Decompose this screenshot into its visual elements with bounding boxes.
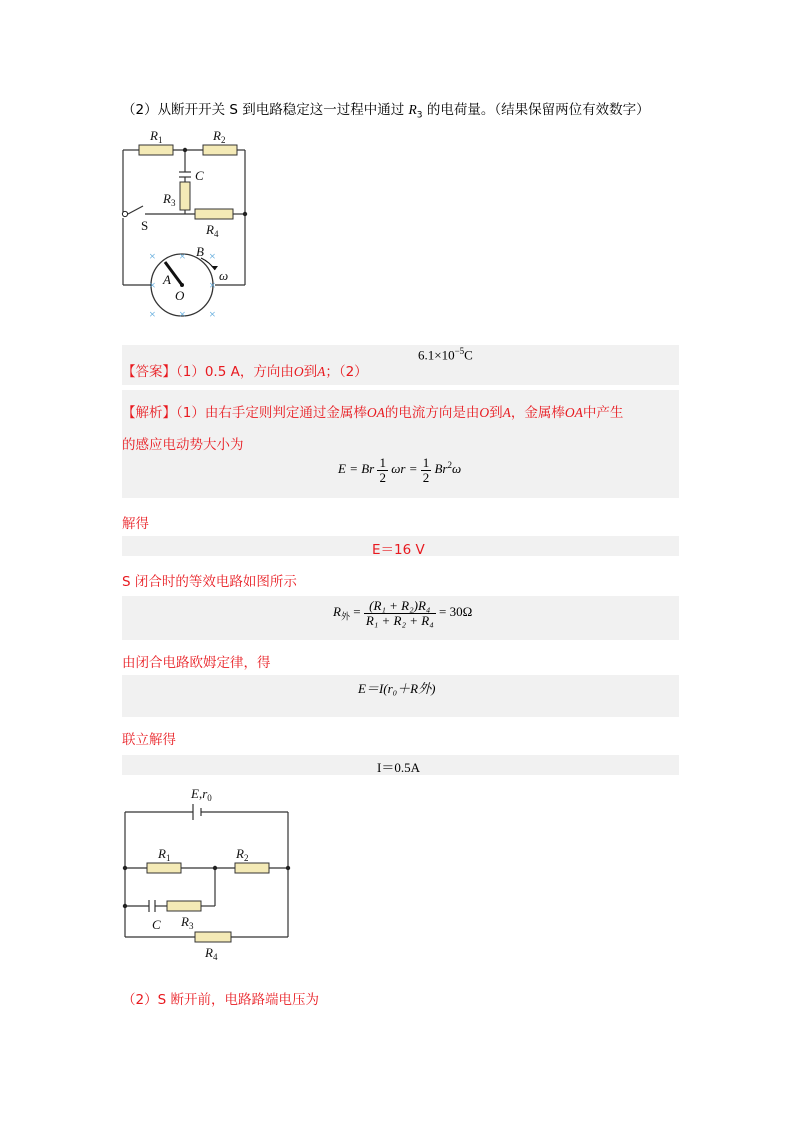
resistor-r1	[139, 145, 173, 155]
label-r4: $R_4$	[206, 222, 219, 239]
eq-label-r3: $R_3$	[181, 914, 194, 931]
svg-text:×: ×	[149, 278, 156, 292]
label-b: B	[196, 244, 204, 259]
eq3-lhs-sub: 外	[340, 611, 350, 622]
question-symbol: R	[408, 102, 417, 117]
analysis-line1-b: 的电流方向是由	[384, 405, 480, 421]
label-r2: $R_2$	[213, 128, 226, 145]
eq3-lhs: R	[333, 604, 341, 620]
eq1-sup: 2	[447, 459, 452, 470]
eq-label-r4: $R_4$	[205, 945, 218, 962]
eq-resistor-r3	[167, 901, 201, 911]
label-o: O	[175, 288, 185, 303]
svg-text:×: ×	[149, 307, 156, 321]
equation-e-value: E＝16 V	[372, 542, 425, 558]
eq-label-r2: $R_2$	[236, 846, 249, 863]
label-c: C	[195, 168, 204, 183]
circuit-figure-1	[115, 120, 265, 325]
resistor-r2	[203, 145, 237, 155]
analysis-line1-c: ，金属棒	[510, 405, 565, 421]
answer-value	[418, 346, 473, 363]
eq3-num: (R₁ + R₂)R₄	[364, 599, 436, 614]
analysis-line1-a: （1）由右手定则判定通过金属棒	[176, 405, 367, 421]
solve-label-2: 联立解得	[122, 732, 176, 748]
eq3-den: R₁ + R₂ + R₄	[365, 612, 434, 628]
label-r3: $R_3$	[163, 191, 176, 208]
label-r1: $R_1$	[150, 128, 163, 145]
answer-a: A	[317, 364, 326, 379]
analysis-a: A	[502, 405, 511, 420]
answer-sep: ；（2）	[325, 364, 368, 380]
eq-resistor-r4	[195, 932, 231, 942]
eq1-frac-1-den: 2	[379, 469, 386, 485]
label-s: S	[141, 218, 149, 233]
circuit-figure-2	[115, 782, 300, 962]
analysis-oa-2: OA	[564, 405, 583, 420]
svg-text:×: ×	[179, 249, 186, 263]
svg-text:×: ×	[209, 307, 216, 321]
svg-text:×: ×	[209, 249, 216, 263]
eq1-frac-1	[377, 456, 388, 484]
solve-label-1: 解得	[122, 516, 149, 532]
eq1-frac-1-num: 1	[379, 455, 386, 470]
svg-text:×: ×	[179, 307, 186, 321]
analysis-line1-d: 中产生	[582, 405, 624, 421]
answer-line	[122, 360, 368, 380]
eq1-end: ω	[451, 461, 462, 477]
answer-o: O	[293, 364, 304, 379]
analysis-to: 到	[489, 405, 503, 421]
equiv-text: S 闭合时的等效电路如图所示	[122, 574, 297, 590]
answer-value-exp: −5	[454, 346, 465, 356]
analysis-o: O	[479, 405, 490, 420]
equation-r-ext: $R_外$ = $\frac{\text{(R₁ + R₂)R₄}}{\text{R₁ + R₂ + R₄}}$ = 30Ω	[333, 598, 473, 628]
svg-text:×: ×	[209, 278, 216, 292]
equation-current: I＝0.5A	[377, 760, 420, 775]
resistor-r3	[180, 182, 190, 210]
answer-value-mantissa: 6.1×10	[418, 347, 455, 363]
question-prefix: （2）从断开开关 S 到电路稳定这一过程中通过	[122, 102, 409, 118]
eq3-rhs: = 30Ω	[439, 604, 473, 620]
eq1-lhs: E = Br	[338, 461, 375, 477]
label-omega: ω	[219, 268, 229, 283]
eq1-frac-2	[421, 456, 432, 484]
question-text	[122, 98, 650, 121]
part2-text: （2）S 断开前，电路路端电压为	[122, 992, 319, 1008]
eq1-mid: ωr =	[391, 461, 418, 477]
eq1-frac-2-den: 2	[422, 469, 430, 485]
eq-label-r1: $R_1$	[158, 846, 171, 863]
answer-tag: 【答案】	[122, 364, 176, 380]
question-sub: 3	[416, 110, 423, 121]
eq1-rhs: Br	[434, 461, 448, 477]
analysis-oa: OA	[366, 405, 385, 420]
equation-emf	[338, 456, 461, 484]
eq-resistor-r1	[147, 863, 181, 873]
question-suffix: 的电荷量。（结果保留两位有效数字）	[422, 102, 650, 118]
ohm-text: 由闭合电路欧姆定律，得	[122, 655, 271, 671]
eq-label-e: $E,r_0$	[191, 786, 212, 803]
svg-text:×: ×	[149, 249, 156, 263]
label-a: A	[163, 272, 171, 287]
analysis-tag: 【解析】	[122, 405, 176, 421]
equation-ohm: E＝I(r₀＋R外)	[358, 681, 436, 696]
eq3-frac	[364, 599, 436, 627]
answer-to: 到	[303, 364, 318, 380]
answer-value-unit: C	[464, 347, 473, 363]
analysis-line-1	[122, 401, 623, 421]
eq-resistor-r2	[235, 863, 269, 873]
resistor-r4	[195, 209, 233, 219]
eq1-frac-2-num: 1	[422, 455, 430, 470]
eq-label-c: C	[152, 917, 161, 932]
answer-part1: （1）0.5 A，方向由	[176, 364, 294, 380]
analysis-line-2: 的感应电动势大小为	[122, 437, 244, 453]
